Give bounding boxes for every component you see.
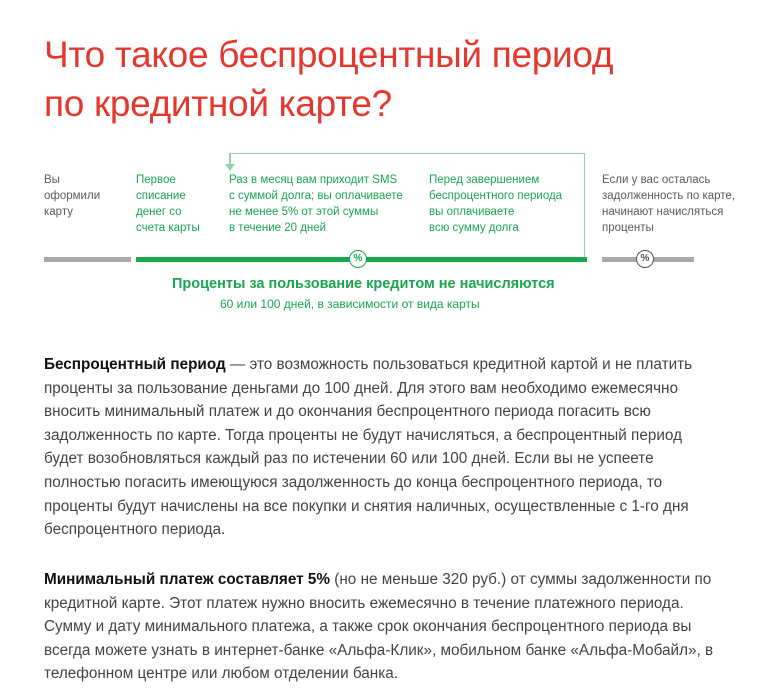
page-title xyxy=(44,30,613,128)
stage-interest-charged: Если у вас осталась задолженность по карте, начинают начисляться проценты xyxy=(602,174,735,234)
paragraph-grace-period xyxy=(44,353,724,542)
stage-first-charge: Первое списание денег со счета карты xyxy=(136,174,200,234)
repeat-arrow-icon xyxy=(225,164,235,171)
timeline-bar-before xyxy=(44,257,131,262)
grace-note-sub: 60 или 100 дней, в зависимости от вида карты xyxy=(220,297,480,311)
title-line-1: Что такое беспроцентный период xyxy=(44,34,614,75)
stage-full-repayment: Перед завершением беспроцентного периода вы оплачиваете всю сумму долга xyxy=(429,174,563,234)
paragraph-min-payment-text: (но не меньше 320 руб.) от суммы задолженности по кредитной карте. Этот платеж нужно вносить ежемесячно в течение платежного периода. Сумму и дату минимального платежа, а также срок окончания беспроцентного периода вы всегда можете узнать в интернет-банке «Альфа-Клик», мобильном банке «Альфа-Мобайл», в телефонном центре или любом отделении банка. xyxy=(44,571,714,683)
grace-note-main: Проценты за пользование кредитом не начисляются xyxy=(172,276,555,292)
percent-dark-icon: % xyxy=(636,250,654,268)
paragraph-min-payment-bold: Минимальный платеж составляет 5% xyxy=(44,571,331,588)
stage-monthly-sms: Раз в месяц вам приходит SMS с суммой долга; вы оплачиваете не менее 5% от этой суммы в течение 20 дней xyxy=(229,174,403,234)
percent-green-icon: % xyxy=(349,250,367,268)
title-line-2: по кредитной карте? xyxy=(44,83,392,124)
paragraph-min-payment xyxy=(44,568,724,686)
paragraph-grace-period-bold: Беспроцентный период xyxy=(44,356,226,373)
stage-card-issued: Вы оформили карту xyxy=(44,174,101,218)
paragraph-grace-period-text: — это возможность пользоваться кредитной картой и не платить проценты за пользование деньгами до 100 дней. Для этого вам необходимо ежемесячно вносить минимальный платеж и до окончания беспроцентного периода погасить всю задолженность по карте. Тогда проценты не будут начисляться, а беспроцентный период будет возобновляться каждый раз по истечении 60 или 100 дней. Если вы не успеете полностью погасить имеющуюся задолженность до конца беспроцентного периода, то проценты будут начислены на все покупки и снятия наличных, осуществленные с 1-го дня беспроцентного периода. xyxy=(44,356,693,539)
